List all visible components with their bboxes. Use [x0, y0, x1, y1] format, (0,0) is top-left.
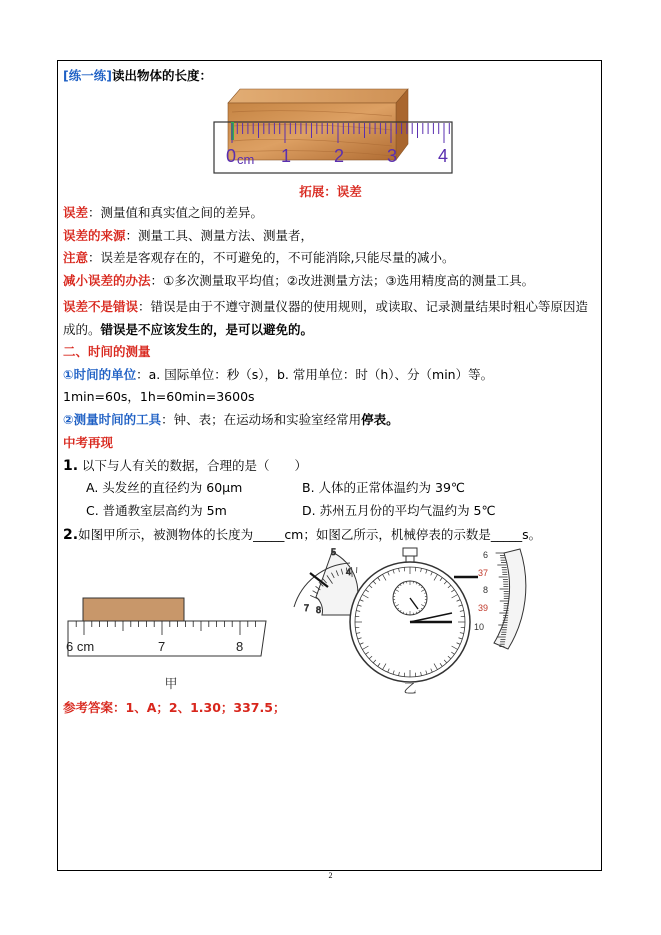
error-def-term: 误差 [63, 205, 89, 220]
left-arc-label: 7 [304, 603, 310, 613]
extension-title: 拓展：误差 [299, 184, 362, 199]
page-number: 2 [328, 871, 333, 880]
error-source-term: 误差的来源 [63, 228, 126, 243]
yi-right-labels [474, 550, 488, 632]
note-term: 注意 [63, 250, 89, 265]
not-mistake-sep: ： [138, 299, 151, 314]
reduce-error [63, 272, 534, 290]
right-arc-label: 37 [477, 568, 488, 578]
q1-option-b: B. 人体的正常体温约为 39℃ [302, 480, 465, 495]
yi-right-arc [494, 549, 526, 649]
right-arc-label: 8 [482, 585, 488, 595]
time-units-text: a. 国际单位：秒（s），b. 常用单位：时（h）、分（min）等。 [148, 367, 494, 382]
jia-label: 8 [236, 639, 244, 654]
ruler-figure-1 [210, 86, 460, 182]
ruler-label: 2 [334, 146, 345, 166]
figure-jia [62, 592, 272, 692]
time-units-sep: ： [136, 367, 149, 382]
not-mistake [63, 295, 597, 341]
jia-label: 6 cm [66, 639, 95, 654]
figure-yi [292, 545, 552, 695]
not-mistake-term: 误差不是错误 [63, 299, 139, 314]
q1-text: 以下与人有关的数据，合理的是（ ） [82, 458, 308, 473]
q1-number: 1. [63, 458, 79, 474]
time-tools-text: 钟、表；在运动场和实验室经常用 [173, 412, 362, 427]
note-sep: ： [88, 250, 101, 265]
left-arc-label: 5 [331, 547, 337, 557]
q1 [63, 457, 307, 475]
right-arc-label: 6 [482, 550, 488, 560]
answer: 参考答案：1、A；2、1.30；337.5； [63, 700, 286, 715]
yi-caption: 乙 [403, 681, 417, 695]
not-mistake-bold: 错误是不应该发生的，是可以避免的。 [100, 322, 314, 337]
ruler-label: 0 [226, 146, 237, 166]
conversion: 1min=60s，1h=60min=3600s [63, 389, 255, 404]
left-arc-label: 4 [346, 567, 352, 577]
error-source [63, 227, 313, 245]
not-mistake-text: 错误是由于不遵守测量仪器的使用规则，或读取、记录测量结果时粗心等原因造成的。 [63, 299, 589, 337]
practice-text: 读出物体的长度： [111, 68, 212, 83]
left-arc-tick [313, 591, 318, 594]
q1-option-a: A. 头发丝的直径约为 60μm [86, 480, 243, 495]
note-text: 误差是客观存在的，不可避免的，不可能消除,只能尽量的减小。 [100, 250, 455, 265]
reduce-text: ①多次测量取平均值；②改进测量方法；③选用精度高的测量工具。 [163, 273, 535, 288]
ruler-label: 4 [438, 146, 449, 166]
time-tools-bold: 停表。 [361, 412, 399, 427]
practice-bracket: [练一练] [63, 68, 112, 83]
error-def-sep: ： [88, 205, 101, 220]
q1-option-c: C. 普通教室层高约为 5m [86, 503, 227, 518]
note [63, 249, 455, 267]
wood-block-top [228, 89, 408, 103]
time-tools-sep: ： [161, 412, 174, 427]
error-def-text: 测量值和真实值之间的差异。 [100, 205, 264, 220]
exam-title: 中考再现 [63, 435, 114, 450]
error-source-sep: ： [125, 228, 139, 243]
error-def [63, 204, 263, 222]
q2 [63, 526, 541, 544]
right-arc-label: 39 [477, 603, 488, 613]
q2-text: 如图甲所示，被测物体的长度为_____cm；如图乙所示，机械停表的示数是_____s。 [78, 527, 542, 542]
left-arc-label: 8 [316, 605, 322, 615]
error-source-text: 测量工具、测量方法、测量者， [138, 228, 314, 243]
section2-title: 二、时间的测量 [63, 344, 151, 359]
time-units-term: ①时间的单位 [63, 367, 137, 382]
ruler-label: 3 [387, 146, 398, 166]
time-tools-term: ②测量时间的工具 [63, 412, 162, 427]
right-arc-label: 10 [473, 622, 484, 632]
jia-label: 7 [158, 639, 166, 654]
jia-caption: 甲 [164, 676, 178, 691]
q1-option-d: D. 苏州五月份的平均气温约为 5℃ [302, 503, 496, 518]
q2-number: 2. [63, 527, 79, 543]
reduce-term: 减小误差的办法 [63, 273, 151, 288]
ruler-label: 1 [281, 146, 292, 166]
ruler-label: cm [237, 152, 255, 167]
time-tools [63, 411, 399, 429]
jia-block [83, 598, 184, 621]
reduce-sep: ： [150, 273, 164, 288]
time-units [63, 366, 493, 384]
practice-heading [63, 67, 212, 85]
